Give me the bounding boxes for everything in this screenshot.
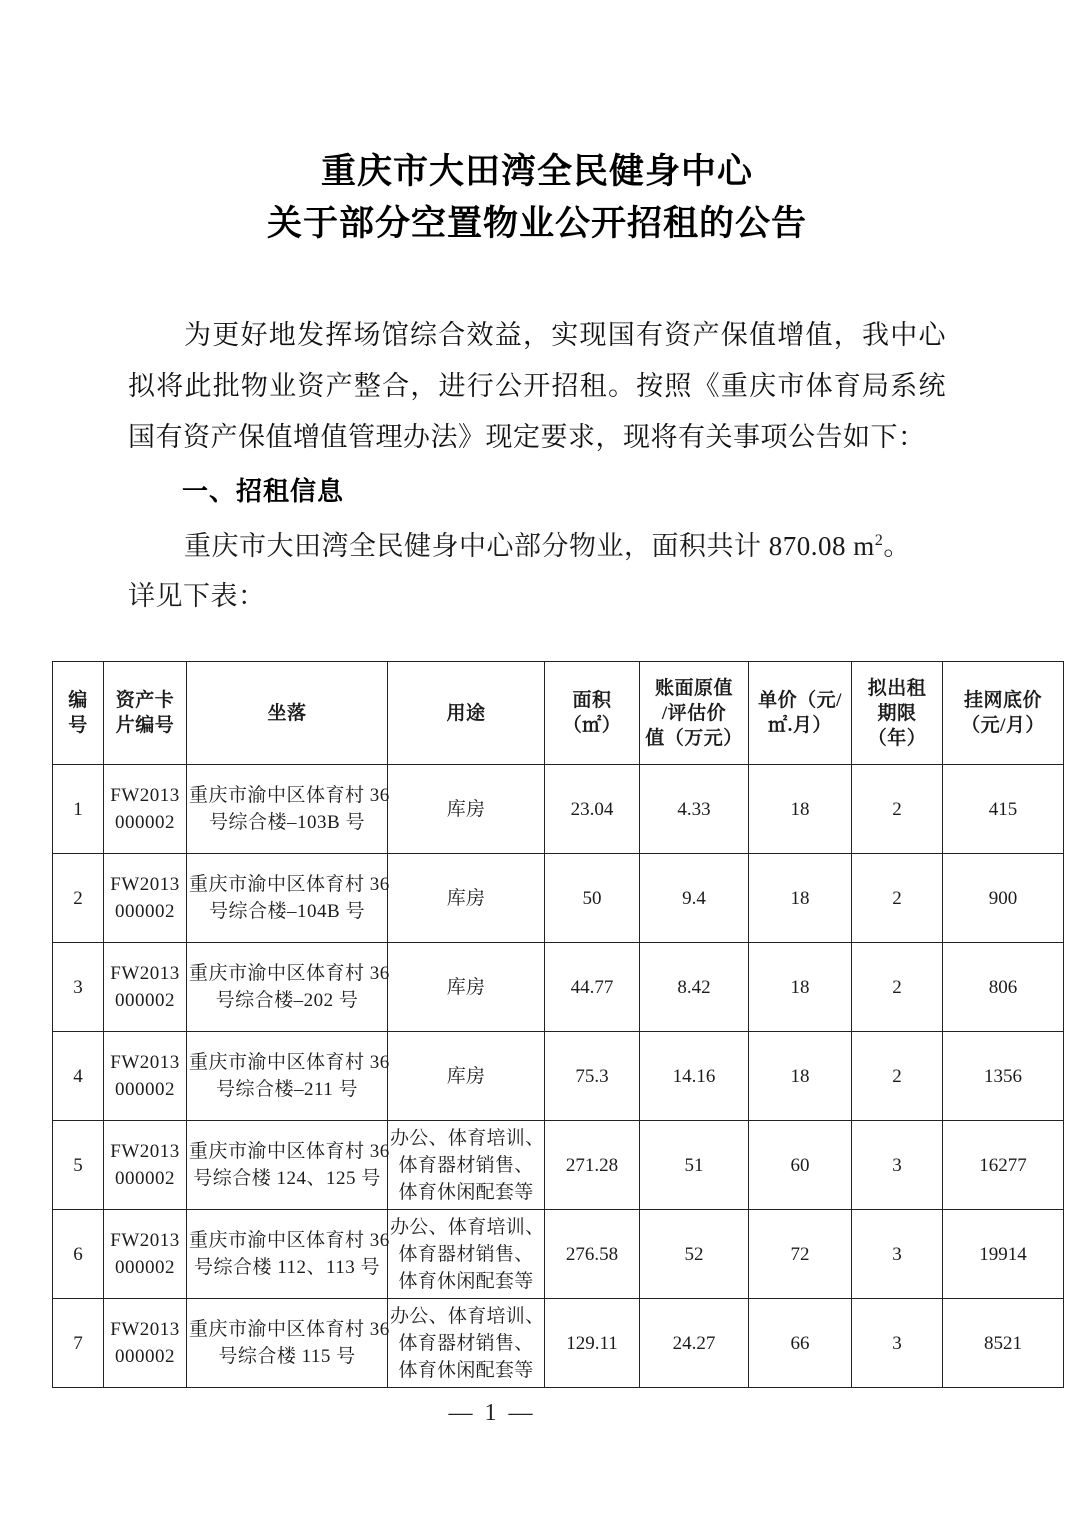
cell-text: 000002 [115,1346,175,1367]
cell-text: 000002 [115,1168,175,1189]
cell-location [187,765,388,854]
cell-text: 号综合楼–202 号 [215,990,359,1011]
header-text: 期限 [877,702,917,724]
cell-text: 号综合楼–211 号 [215,1079,359,1100]
header-text: 用途 [446,702,486,724]
cell-text: 体育器材销售、 [398,1154,534,1176]
cell-text: 重庆市渝中区体育村 36 [189,785,390,806]
column-header-usage [388,662,545,765]
header-text: 拟出租 [867,677,927,699]
cell-text: 重庆市渝中区体育村 36 [189,1052,390,1073]
cell-usage [388,1210,545,1299]
cell-area: 271.28 [545,1121,640,1210]
cell-text: 号综合楼 112、113 号 [193,1257,381,1278]
cell-asset-card [104,1299,187,1388]
cell-book-value: 51 [640,1121,749,1210]
cell-location [187,943,388,1032]
cell-asset-card [104,1121,187,1210]
listing-table-container [52,661,1045,1388]
cell-text: 000002 [115,990,175,1011]
cell-location [187,1121,388,1210]
header-text: 面积 [572,690,612,711]
cell-area: 23.04 [545,765,640,854]
see-table-line: 详见下表： [128,581,266,611]
cell-area: 50 [545,854,640,943]
cell-text: 办公、体育培训、 [390,1216,545,1238]
cell-text: 库房 [446,798,486,820]
column-header-index [53,662,104,765]
cell-asset-card [104,854,187,943]
cell-text: 重庆市渝中区体育村 36 [189,1141,390,1162]
cell-asset-card [104,943,187,1032]
cell-listing-price: 16277 [943,1121,1064,1210]
column-header-location [187,662,388,765]
cell-text: 重庆市渝中区体育村 36 [189,874,390,895]
cell-text: FW2013 [110,963,180,984]
cell-text: 000002 [115,812,175,833]
cell-text: 号综合楼 124、125 号 [193,1168,381,1189]
cell-listing-price: 900 [943,854,1064,943]
table-row [53,1299,1064,1388]
cell-book-value: 14.16 [640,1032,749,1121]
cell-asset-card [104,1032,187,1121]
cell-text: 体育休闲配套等 [398,1359,534,1381]
listing-table [52,661,1064,1388]
column-header-asset-card [104,662,187,765]
cell-lease-term: 2 [852,1032,943,1121]
cell-text: 号综合楼 115 号 [218,1346,356,1367]
cell-lease-term: 3 [852,1210,943,1299]
column-header-lease-term [852,662,943,765]
cell-lease-term: 2 [852,765,943,854]
cell-text: 办公、体育培训、 [390,1305,545,1327]
table-row [53,943,1064,1032]
cell-unit-price: 18 [749,765,852,854]
column-header-listing-price [943,662,1064,765]
cell-lease-term: 2 [852,854,943,943]
cell-text: 重庆市渝中区体育村 36 [189,1230,390,1251]
table-head [53,662,1064,765]
header-text: 账面原值 [654,677,733,699]
cell-location [187,854,388,943]
cell-asset-card [104,765,187,854]
title-line-1: 重庆市大田湾全民健身中心 [320,152,753,191]
header-text: （㎡） [562,715,622,736]
cell-lease-term: 2 [852,943,943,1032]
cell-location [187,1210,388,1299]
header-text: 编 [68,690,88,711]
cell-text: 000002 [115,1257,175,1278]
cell-lease-term: 3 [852,1299,943,1388]
cell-asset-card [104,1210,187,1299]
cell-text: 体育休闲配套等 [398,1270,534,1292]
cell-usage [388,854,545,943]
cell-text: 体育器材销售、 [398,1332,534,1354]
header-text: （年） [867,727,927,749]
cell-area: 44.77 [545,943,640,1032]
cell-index: 1 [53,765,104,854]
cell-usage [388,1299,545,1388]
cell-listing-price: 806 [943,943,1064,1032]
page-title [0,146,1074,250]
cell-book-value: 24.27 [640,1299,749,1388]
table-row [53,765,1064,854]
cell-usage [388,1032,545,1121]
area-summary-value: 870.08 [768,531,846,561]
cell-usage [388,765,545,854]
cell-listing-price: 8521 [943,1299,1064,1388]
area-unit [846,531,883,561]
cell-book-value: 52 [640,1210,749,1299]
header-text: 单价（元/ [758,690,842,711]
table-row [53,1121,1064,1210]
section-heading-1: 一、招租信息 [182,476,345,506]
cell-area: 75.3 [545,1032,640,1121]
header-text: /评估价 [661,702,727,724]
header-text: 片编号 [115,715,175,736]
cell-text: 体育休闲配套等 [398,1181,534,1203]
header-text: ㎡.月） [768,715,832,736]
cell-text: FW2013 [110,1052,180,1073]
cell-text: FW2013 [110,1319,180,1340]
cell-text: 库房 [446,887,486,909]
area-summary-line [128,515,946,571]
header-text: （元/月） [961,715,1045,736]
cell-index: 2 [53,854,104,943]
cell-text: FW2013 [110,874,180,895]
column-header-unit-price [749,662,852,765]
area-unit-base: m [853,531,875,561]
cell-area: 276.58 [545,1210,640,1299]
cell-listing-price: 19914 [943,1210,1064,1299]
cell-text: FW2013 [110,1230,180,1251]
header-text: 挂网底价 [963,690,1042,711]
table-row [53,1210,1064,1299]
cell-listing-price: 1356 [943,1032,1064,1121]
cell-text: 重庆市渝中区体育村 36 [189,1319,390,1340]
header-text: 坐落 [267,702,307,724]
cell-usage [388,1121,545,1210]
cell-text: FW2013 [110,785,180,806]
header-text: 值（万元） [645,727,743,749]
column-header-area [545,662,640,765]
area-summary-prefix: 重庆市大田湾全民健身中心部分物业，面积共计 [184,531,769,561]
cell-text: 000002 [115,1079,175,1100]
document-body [128,310,946,621]
cell-unit-price: 18 [749,854,852,943]
intro-paragraph: 为更好地发挥场馆综合效益，实现国有资产保值增值，我中心拟将此批物业资产整合，进行公开招租。按照《重庆市体育局系统国有资产保值增值管理办法》现定要求，现将有关事项公告如下： [128,320,946,452]
area-summary-suffix: 。 [883,531,911,561]
cell-lease-term: 3 [852,1121,943,1210]
cell-index: 6 [53,1210,104,1299]
cell-index: 4 [53,1032,104,1121]
cell-unit-price: 18 [749,943,852,1032]
cell-index: 7 [53,1299,104,1388]
cell-book-value: 8.42 [640,943,749,1032]
cell-text: 体育器材销售、 [398,1243,534,1265]
cell-book-value: 9.4 [640,854,749,943]
cell-location [187,1032,388,1121]
cell-text: 000002 [115,901,175,922]
title-line-2: 关于部分空置物业公开招租的公告 [266,204,807,243]
cell-text: 号综合楼–104B 号 [209,901,365,922]
table-header-row [53,662,1064,765]
header-text: 资产卡 [115,690,175,711]
cell-listing-price: 415 [943,765,1064,854]
cell-text: 号综合楼–103B 号 [209,812,365,833]
table-row [53,1032,1064,1121]
cell-text: 库房 [446,1065,486,1087]
cell-index: 3 [53,943,104,1032]
cell-area: 129.11 [545,1299,640,1388]
cell-book-value: 4.33 [640,765,749,854]
table-body [53,765,1064,1388]
cell-text: 办公、体育培训、 [390,1127,545,1149]
page-number-footer: — 1 — [448,1400,536,1426]
cell-unit-price: 18 [749,1032,852,1121]
cell-text: FW2013 [110,1141,180,1162]
cell-index: 5 [53,1121,104,1210]
cell-unit-price: 72 [749,1210,852,1299]
cell-unit-price: 60 [749,1121,852,1210]
cell-text: 库房 [446,976,486,998]
cell-usage [388,943,545,1032]
cell-unit-price: 66 [749,1299,852,1388]
table-row [53,854,1064,943]
area-unit-exponent: 2 [874,531,884,549]
cell-location [187,1299,388,1388]
cell-text: 重庆市渝中区体育村 36 [189,963,390,984]
header-text: 号 [68,715,88,736]
column-header-book-value [640,662,749,765]
